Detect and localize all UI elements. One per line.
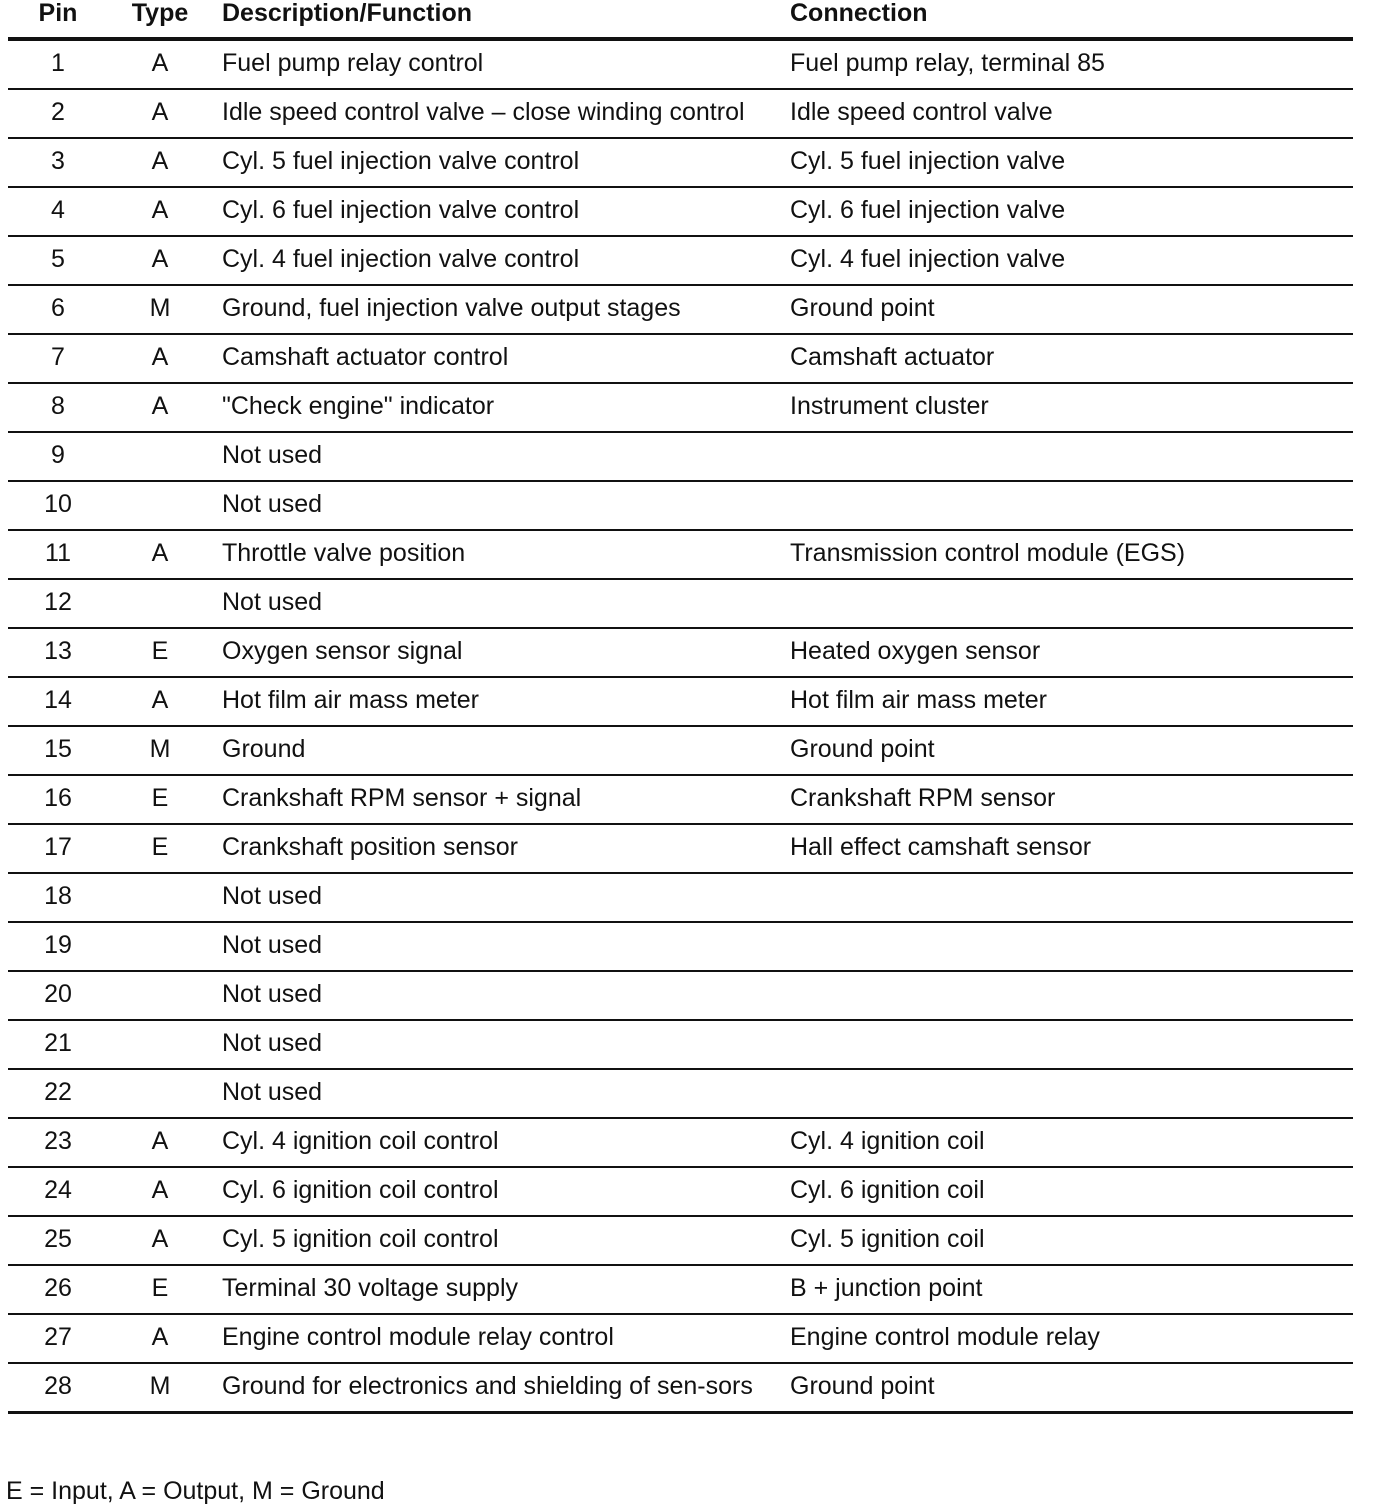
connection-cell: Cyl. 6 ignition coil xyxy=(786,1167,1353,1216)
table-row xyxy=(8,922,1353,971)
header-description: Description/Function xyxy=(212,0,786,39)
table-row xyxy=(8,138,1353,187)
connection-cell xyxy=(786,971,1353,1020)
type-cell: A xyxy=(108,383,212,432)
table-row xyxy=(8,530,1353,579)
type-cell: A xyxy=(108,39,212,89)
table-row xyxy=(8,383,1353,432)
pin-cell: 16 xyxy=(8,775,108,824)
pin-cell: 15 xyxy=(8,726,108,775)
type-legend-footnote: E = Input, A = Output, M = Ground xyxy=(6,1477,385,1505)
description-cell: Not used xyxy=(212,579,786,628)
type-cell: E xyxy=(108,1265,212,1314)
connection-cell: Hot film air mass meter xyxy=(786,677,1353,726)
table-row xyxy=(8,39,1353,89)
description-cell: Throttle valve position xyxy=(212,530,786,579)
table-row xyxy=(8,334,1353,383)
description-cell: Camshaft actuator control xyxy=(212,334,786,383)
connection-cell: Cyl. 4 ignition coil xyxy=(786,1118,1353,1167)
description-cell: Not used xyxy=(212,873,786,922)
type-cell: A xyxy=(108,187,212,236)
table-row xyxy=(8,579,1353,628)
connection-cell xyxy=(786,873,1353,922)
pin-cell: 12 xyxy=(8,579,108,628)
connection-cell xyxy=(786,432,1353,481)
description-cell: Not used xyxy=(212,1069,786,1118)
description-cell: Cyl. 6 fuel injection valve control xyxy=(212,187,786,236)
description-cell: Crankshaft position sensor xyxy=(212,824,786,873)
connection-cell: Engine control module relay xyxy=(786,1314,1353,1363)
table-row xyxy=(8,1265,1353,1314)
description-cell: Idle speed control valve – close winding control xyxy=(212,89,786,138)
description-cell: Ground for electronics and shielding of sen-sors xyxy=(212,1363,786,1413)
table-row xyxy=(8,1363,1353,1413)
connection-cell: Idle speed control valve xyxy=(786,89,1353,138)
description-cell: Cyl. 4 ignition coil control xyxy=(212,1118,786,1167)
pin-cell: 18 xyxy=(8,873,108,922)
pin-cell: 24 xyxy=(8,1167,108,1216)
type-cell: A xyxy=(108,89,212,138)
description-cell: Cyl. 5 fuel injection valve control xyxy=(212,138,786,187)
type-cell: A xyxy=(108,334,212,383)
pin-cell: 19 xyxy=(8,922,108,971)
type-cell: E xyxy=(108,628,212,677)
pin-cell: 8 xyxy=(8,383,108,432)
pin-assignment-table xyxy=(8,0,1353,1414)
pin-cell: 3 xyxy=(8,138,108,187)
description-cell: Crankshaft RPM sensor + signal xyxy=(212,775,786,824)
table-row xyxy=(8,1069,1353,1118)
pin-cell: 4 xyxy=(8,187,108,236)
description-cell: Ground, fuel injection valve output stages xyxy=(212,285,786,334)
type-cell xyxy=(108,432,212,481)
connection-cell: Crankshaft RPM sensor xyxy=(786,775,1353,824)
type-cell: A xyxy=(108,530,212,579)
pin-cell: 17 xyxy=(8,824,108,873)
description-cell: Not used xyxy=(212,432,786,481)
type-cell: M xyxy=(108,1363,212,1413)
connection-cell: Heated oxygen sensor xyxy=(786,628,1353,677)
type-cell xyxy=(108,873,212,922)
description-cell: Hot film air mass meter xyxy=(212,677,786,726)
type-cell: A xyxy=(108,138,212,187)
connection-cell: Instrument cluster xyxy=(786,383,1353,432)
pin-cell: 21 xyxy=(8,1020,108,1069)
table-row xyxy=(8,726,1353,775)
description-cell: Oxygen sensor signal xyxy=(212,628,786,677)
description-cell: Cyl. 5 ignition coil control xyxy=(212,1216,786,1265)
type-cell: M xyxy=(108,285,212,334)
pin-cell: 26 xyxy=(8,1265,108,1314)
pin-cell: 14 xyxy=(8,677,108,726)
description-cell: Ground xyxy=(212,726,786,775)
table-row xyxy=(8,824,1353,873)
description-cell: Not used xyxy=(212,1020,786,1069)
table-row xyxy=(8,481,1353,530)
type-cell: M xyxy=(108,726,212,775)
table-row xyxy=(8,1020,1353,1069)
pin-cell: 28 xyxy=(8,1363,108,1413)
connection-cell: Camshaft actuator xyxy=(786,334,1353,383)
pin-cell: 20 xyxy=(8,971,108,1020)
type-cell xyxy=(108,971,212,1020)
type-cell: A xyxy=(108,677,212,726)
header-row xyxy=(8,0,1353,39)
type-cell: A xyxy=(108,1216,212,1265)
type-cell xyxy=(108,922,212,971)
pin-cell: 27 xyxy=(8,1314,108,1363)
table-row xyxy=(8,1314,1353,1363)
description-cell: "Check engine" indicator xyxy=(212,383,786,432)
type-cell: A xyxy=(108,1167,212,1216)
pin-cell: 2 xyxy=(8,89,108,138)
type-cell xyxy=(108,579,212,628)
connection-cell: Ground point xyxy=(786,1363,1353,1413)
table-row xyxy=(8,187,1353,236)
pin-cell: 7 xyxy=(8,334,108,383)
pin-cell: 25 xyxy=(8,1216,108,1265)
connection-cell xyxy=(786,1020,1353,1069)
table-row xyxy=(8,236,1353,285)
type-cell: A xyxy=(108,1118,212,1167)
type-cell: E xyxy=(108,775,212,824)
pin-cell: 5 xyxy=(8,236,108,285)
pin-cell: 6 xyxy=(8,285,108,334)
header-pin: Pin xyxy=(8,0,108,39)
pin-cell: 23 xyxy=(8,1118,108,1167)
connection-cell: Ground point xyxy=(786,726,1353,775)
pin-cell: 13 xyxy=(8,628,108,677)
table-row xyxy=(8,628,1353,677)
connection-cell xyxy=(786,922,1353,971)
connection-cell xyxy=(786,1069,1353,1118)
connection-cell: Fuel pump relay, terminal 85 xyxy=(786,39,1353,89)
pin-cell: 22 xyxy=(8,1069,108,1118)
description-cell: Cyl. 6 ignition coil control xyxy=(212,1167,786,1216)
connection-cell: Cyl. 5 ignition coil xyxy=(786,1216,1353,1265)
table-row xyxy=(8,873,1353,922)
pin-cell: 11 xyxy=(8,530,108,579)
table-row xyxy=(8,285,1353,334)
connection-cell: B + junction point xyxy=(786,1265,1353,1314)
type-cell: E xyxy=(108,824,212,873)
description-cell: Not used xyxy=(212,922,786,971)
header-connection: Connection xyxy=(786,0,1353,39)
header-type: Type xyxy=(108,0,212,39)
type-cell xyxy=(108,481,212,530)
table-row xyxy=(8,432,1353,481)
connection-cell: Ground point xyxy=(786,285,1353,334)
description-cell: Not used xyxy=(212,971,786,1020)
connection-cell: Transmission control module (EGS) xyxy=(786,530,1353,579)
table-row xyxy=(8,1216,1353,1265)
description-cell: Terminal 30 voltage supply xyxy=(212,1265,786,1314)
table-row xyxy=(8,971,1353,1020)
table-row xyxy=(8,1118,1353,1167)
connection-cell: Cyl. 5 fuel injection valve xyxy=(786,138,1353,187)
pin-cell: 10 xyxy=(8,481,108,530)
table-row xyxy=(8,1167,1353,1216)
table-row xyxy=(8,775,1353,824)
connection-cell xyxy=(786,579,1353,628)
connection-cell: Cyl. 6 fuel injection valve xyxy=(786,187,1353,236)
connection-cell: Cyl. 4 fuel injection valve xyxy=(786,236,1353,285)
type-cell: A xyxy=(108,236,212,285)
pin-cell: 9 xyxy=(8,432,108,481)
table-header xyxy=(8,0,1353,39)
table-row xyxy=(8,677,1353,726)
description-cell: Not used xyxy=(212,481,786,530)
type-cell xyxy=(108,1020,212,1069)
description-cell: Engine control module relay control xyxy=(212,1314,786,1363)
type-cell xyxy=(108,1069,212,1118)
description-cell: Cyl. 4 fuel injection valve control xyxy=(212,236,786,285)
type-cell: A xyxy=(108,1314,212,1363)
table-body xyxy=(8,39,1353,1413)
table-row xyxy=(8,89,1353,138)
pin-cell: 1 xyxy=(8,39,108,89)
description-cell: Fuel pump relay control xyxy=(212,39,786,89)
connection-cell: Hall effect camshaft sensor xyxy=(786,824,1353,873)
pin-assignment-document xyxy=(8,0,1353,1414)
connection-cell xyxy=(786,481,1353,530)
